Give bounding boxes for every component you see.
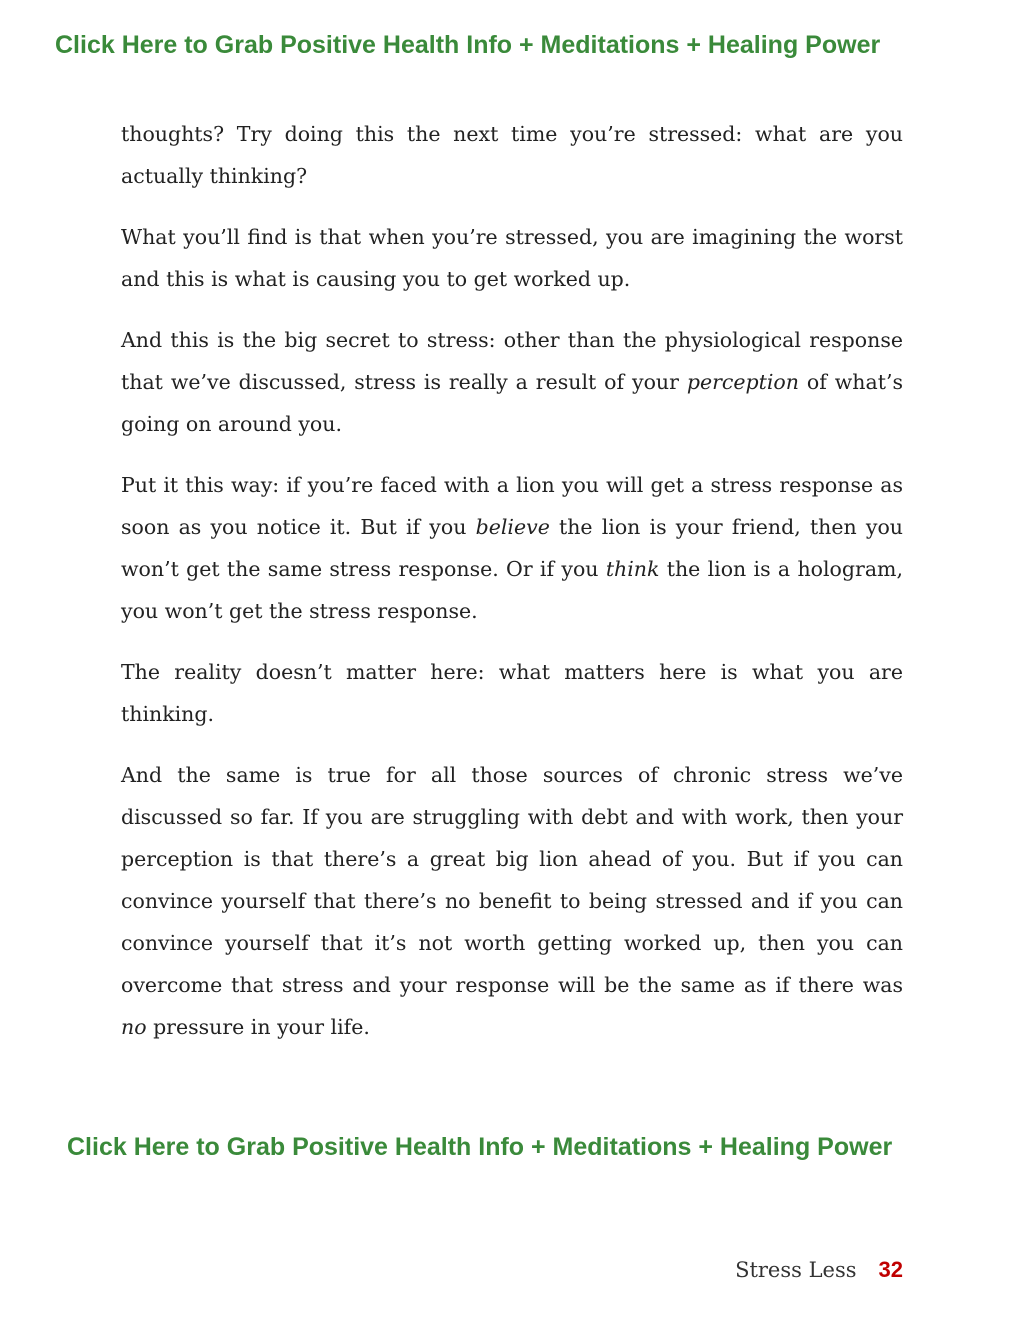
paragraph-4 [121, 464, 903, 632]
emphasis-no: no [121, 1015, 147, 1039]
paragraph-3-text-b: of what’s going on around you. [121, 370, 903, 436]
paragraph-4-text-b: the lion is your friend, then you won’t get the same stress response. Or if you [121, 515, 904, 581]
paragraph-5: The reality doesn’t matter here: what matters here is what you are thinking. [121, 660, 903, 726]
paragraph-6 [121, 754, 903, 1048]
emphasis-believe: believe [475, 515, 550, 539]
promo-link-top[interactable]: Click Here to Grab Positive Health Info + Meditations + Healing Power [55, 31, 881, 59]
promo-link-bottom[interactable]: Click Here to Grab Positive Health Info + Meditations + Healing Power [67, 1133, 893, 1161]
page-number: 32 [878, 1257, 903, 1282]
paragraph-1: thoughts? Try doing this the next time you’re stressed: what are you actually thinking? [121, 122, 903, 188]
emphasis-think: think [605, 557, 660, 581]
paragraph-4-text-a: Put it this way: if you’re faced with a lion you will get a stress response as soon as you notice it. But if you [121, 473, 903, 539]
paragraph-3 [121, 319, 903, 445]
page-body [121, 113, 903, 1067]
paragraph-4-text-c: the lion is a hologram, you won’t get the stress response. [121, 557, 903, 623]
footer-book-title: Stress Less [735, 1258, 857, 1282]
paragraph-6-text-b: pressure in your life. [146, 1015, 370, 1039]
emphasis-perception: perception [686, 370, 799, 394]
paragraph-6-text-a: And the same is true for all those sources of chronic stress we’ve discussed so far. If you are struggling with debt and with work, then your perception is that there’s a great big lion ahead of you. But if you can convince yourself that there’s no benefit to being stressed and if you can convince yourself that it’s not worth getting worked up, then you can overcome that stress and your response will be the same as if there was [121, 763, 903, 997]
paragraph-3-text-a: And this is the big secret to stress: other than the physiological response that we’ve discussed, stress is really a result of your [121, 328, 903, 394]
page-footer [735, 1257, 903, 1283]
paragraph-2: What you’ll find is that when you’re stressed, you are imagining the worst and this is what is causing you to get worked up. [121, 225, 903, 291]
